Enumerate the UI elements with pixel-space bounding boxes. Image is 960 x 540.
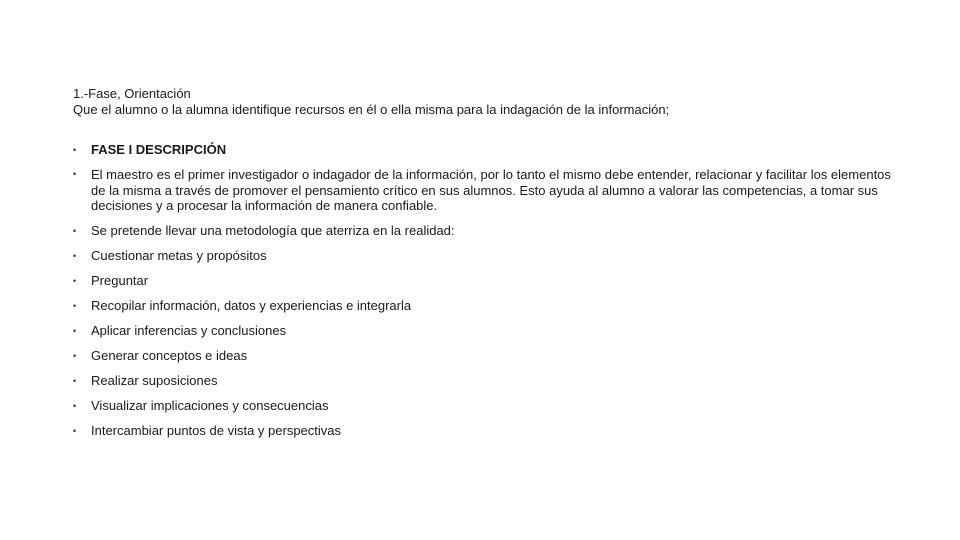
bullet-icon: • <box>73 169 77 179</box>
list-item-text: Cuestionar metas y propósitos <box>91 247 267 263</box>
slide-content <box>73 86 903 448</box>
list-item-text: Se pretende llevar una metodología que aterriza en la realidad: <box>91 222 455 238</box>
bullet-icon: • <box>73 350 77 361</box>
list-item <box>73 273 903 289</box>
list-item-text: Intercambiar puntos de vista y perspectivas <box>91 422 342 438</box>
section-title: 1.-Fase, Orientación <box>73 86 191 101</box>
bullet-icon: • <box>73 425 77 436</box>
list-item-text: Visualizar implicaciones y consecuencias <box>91 397 329 413</box>
list-item-text: Preguntar <box>91 272 149 288</box>
list-item <box>73 248 903 264</box>
bullet-list <box>73 142 903 439</box>
list-item <box>73 323 903 339</box>
list-item <box>73 373 903 389</box>
list-item <box>73 298 903 314</box>
list-item-text: Generar conceptos e ideas <box>91 347 248 363</box>
list-item-phase-heading <box>73 142 903 158</box>
list-item-text: Recopilar información, datos y experiencias e integrarla <box>91 297 412 313</box>
bullet-icon: • <box>73 145 77 155</box>
list-item-text: Realizar suposiciones <box>91 372 218 388</box>
list-item <box>73 423 903 439</box>
list-item <box>73 348 903 364</box>
list-item-text: FASE I DESCRIPCIÓN <box>91 142 227 157</box>
bullet-icon: • <box>73 250 77 261</box>
list-item <box>73 223 903 239</box>
bullet-icon: • <box>73 300 77 311</box>
bullet-icon: • <box>73 275 77 286</box>
bullet-icon: • <box>73 225 77 236</box>
list-item <box>73 398 903 414</box>
bullet-icon: • <box>73 400 77 411</box>
list-item-description <box>73 167 903 214</box>
list-item-text: El maestro es el primer investigador o indagador de la información, por lo tanto el mismo debe entender, relacionar y facilitar los elementos de la misma a través de promover el pensamiento crítico en sus alumnos. Esto ayuda al alumno a valorar las competencias, a tomar sus decisiones y a procesar la información de manera confiable. <box>91 167 891 213</box>
section-subtitle: Que el alumno o la alumna identifique recursos en él o ella misma para la indagación de la información; <box>73 102 670 117</box>
list-item-text: Aplicar inferencias y conclusiones <box>91 322 287 338</box>
bullet-icon: • <box>73 375 77 386</box>
bullet-icon: • <box>73 325 77 336</box>
